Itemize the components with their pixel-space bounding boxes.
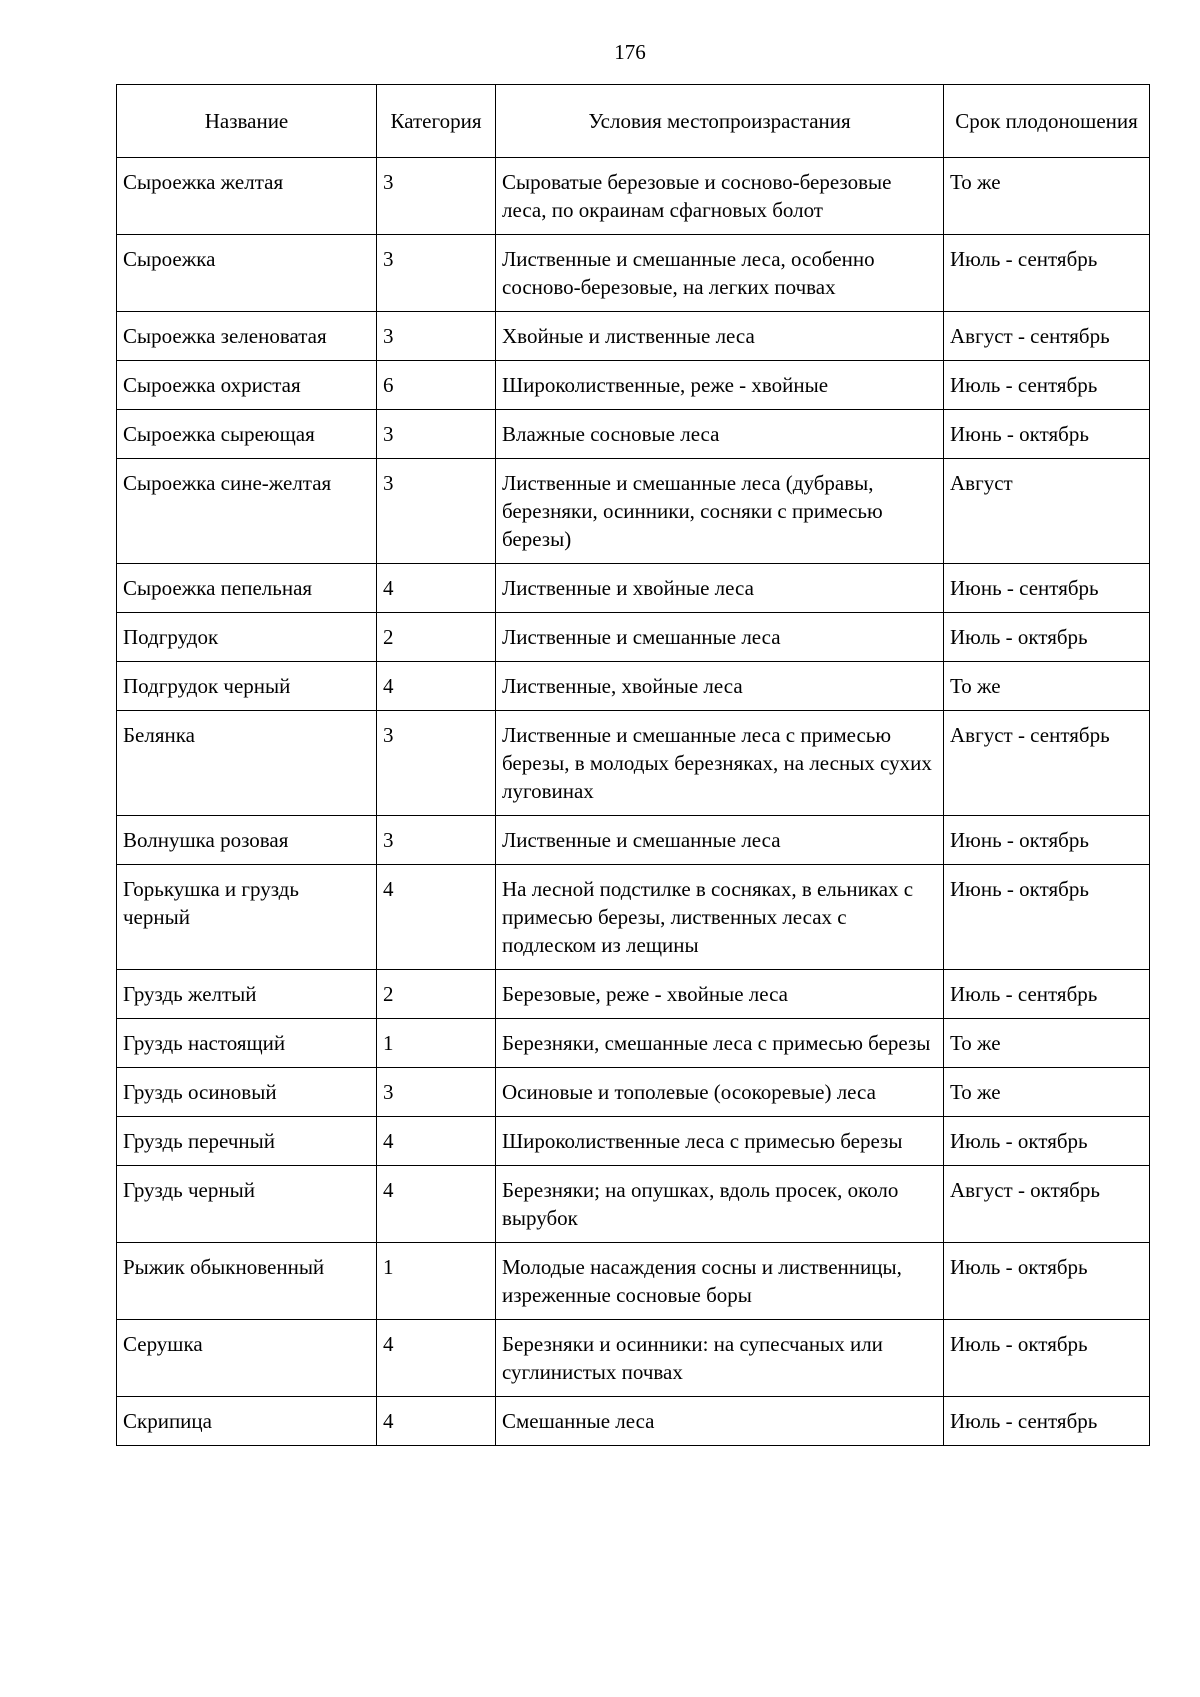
cell-fruiting: Июль - октябрь [944,1243,1150,1320]
cell-category: 3 [377,235,496,312]
cell-conditions: Влажные сосновые леса [496,410,944,459]
cell-fruiting: Июль - сентябрь [944,1397,1150,1446]
cell-conditions: Лиственные, хвойные леса [496,662,944,711]
table-row [117,410,1150,459]
cell-conditions: Широколиственные леса с примесью березы [496,1117,944,1166]
table-row [117,1320,1150,1397]
cell-conditions: Лиственные и смешанные леса (дубравы, березняки, осинники, сосняки с примесью березы) [496,459,944,564]
table-row [117,312,1150,361]
header-category: Категория [377,85,496,158]
cell-name: Сыроежка сыреющая [117,410,377,459]
cell-name: Рыжик обыкновенный [117,1243,377,1320]
cell-name: Белянка [117,711,377,816]
cell-fruiting: То же [944,662,1150,711]
cell-conditions: Сыроватые березовые и сосново-березовые леса, по окраинам сфагновых болот [496,158,944,235]
table-row [117,1019,1150,1068]
cell-conditions: Осиновые и тополевые (осокоревые) леса [496,1068,944,1117]
cell-conditions: Широколиственные, реже - хвойные [496,361,944,410]
cell-category: 3 [377,158,496,235]
cell-category: 3 [377,410,496,459]
cell-category: 4 [377,564,496,613]
header-name: Название [117,85,377,158]
cell-conditions: Березняки, смешанные леса с примесью березы [496,1019,944,1068]
table-row [117,816,1150,865]
cell-name: Подгрудок [117,613,377,662]
cell-name: Сыроежка желтая [117,158,377,235]
table-row [117,865,1150,970]
cell-fruiting: Июнь - октябрь [944,816,1150,865]
cell-category: 4 [377,1117,496,1166]
cell-fruiting: Август - октябрь [944,1166,1150,1243]
header-fruiting: Срок плодоношения [944,85,1150,158]
cell-name: Сыроежка [117,235,377,312]
table-row [117,361,1150,410]
table-row [117,662,1150,711]
header-row [117,85,1150,158]
cell-name: Сыроежка охристая [117,361,377,410]
cell-category: 6 [377,361,496,410]
cell-category: 3 [377,1068,496,1117]
cell-category: 1 [377,1019,496,1068]
cell-category: 4 [377,1166,496,1243]
cell-name: Груздь настоящий [117,1019,377,1068]
table-body [117,158,1150,1446]
cell-category: 4 [377,865,496,970]
cell-name: Серушка [117,1320,377,1397]
table-row [117,564,1150,613]
cell-name: Сыроежка сине-желтая [117,459,377,564]
cell-name: Волнушка розовая [117,816,377,865]
cell-conditions: На лесной подстилке в сосняках, в ельниках с примесью березы, лиственных лесах с подлеском из лещины [496,865,944,970]
cell-fruiting: Июль - октябрь [944,1117,1150,1166]
cell-fruiting: Июнь - октябрь [944,865,1150,970]
cell-category: 3 [377,459,496,564]
table-row [117,1397,1150,1446]
cell-name: Сыроежка пепельная [117,564,377,613]
cell-fruiting: Август [944,459,1150,564]
table-row [117,711,1150,816]
cell-category: 4 [377,662,496,711]
cell-name: Подгрудок черный [117,662,377,711]
cell-fruiting: Июль - сентябрь [944,970,1150,1019]
cell-name: Скрипица [117,1397,377,1446]
cell-conditions: Хвойные и лиственные леса [496,312,944,361]
cell-fruiting: Июль - октябрь [944,1320,1150,1397]
cell-fruiting: Июль - сентябрь [944,361,1150,410]
cell-category: 2 [377,613,496,662]
cell-fruiting: Июнь - октябрь [944,410,1150,459]
cell-fruiting: Июль - октябрь [944,613,1150,662]
cell-fruiting: Июль - сентябрь [944,235,1150,312]
cell-name: Горькушка и груздь черный [117,865,377,970]
cell-name: Груздь желтый [117,970,377,1019]
cell-conditions: Лиственные и хвойные леса [496,564,944,613]
table-row [117,1166,1150,1243]
cell-category: 2 [377,970,496,1019]
cell-conditions: Лиственные и смешанные леса с примесью березы, в молодых березняках, на лесных сухих луговинах [496,711,944,816]
cell-category: 3 [377,816,496,865]
table-row [117,1068,1150,1117]
table-row [117,235,1150,312]
cell-fruiting: Июнь - сентябрь [944,564,1150,613]
table-row [117,1243,1150,1320]
cell-category: 3 [377,312,496,361]
cell-conditions: Лиственные и смешанные леса [496,816,944,865]
cell-conditions: Молодые насаждения сосны и лиственницы, изреженные сосновые боры [496,1243,944,1320]
cell-fruiting: Август - сентябрь [944,312,1150,361]
cell-category: 4 [377,1320,496,1397]
cell-name: Груздь осиновый [117,1068,377,1117]
cell-category: 3 [377,711,496,816]
cell-fruiting: То же [944,158,1150,235]
cell-fruiting: То же [944,1019,1150,1068]
cell-conditions: Березняки и осинники: на супесчаных или суглинистых почвах [496,1320,944,1397]
page-number: 176 [614,40,646,64]
cell-fruiting: Август - сентябрь [944,711,1150,816]
cell-category: 1 [377,1243,496,1320]
cell-category: 4 [377,1397,496,1446]
table-row [117,613,1150,662]
cell-name: Сыроежка зеленоватая [117,312,377,361]
cell-fruiting: То же [944,1068,1150,1117]
cell-conditions: Березняки; на опушках, вдоль просек, около вырубок [496,1166,944,1243]
mushroom-table [116,84,1150,1446]
cell-conditions: Смешанные леса [496,1397,944,1446]
cell-conditions: Лиственные и смешанные леса, особенно сосново-березовые, на легких почвах [496,235,944,312]
cell-conditions: Березовые, реже - хвойные леса [496,970,944,1019]
table-row [117,1117,1150,1166]
table-header [117,85,1150,158]
cell-conditions: Лиственные и смешанные леса [496,613,944,662]
cell-name: Груздь черный [117,1166,377,1243]
header-conditions: Условия местопроизрастания [496,85,944,158]
cell-name: Груздь перечный [117,1117,377,1166]
table-row [117,459,1150,564]
table-row [117,158,1150,235]
table-row [117,970,1150,1019]
